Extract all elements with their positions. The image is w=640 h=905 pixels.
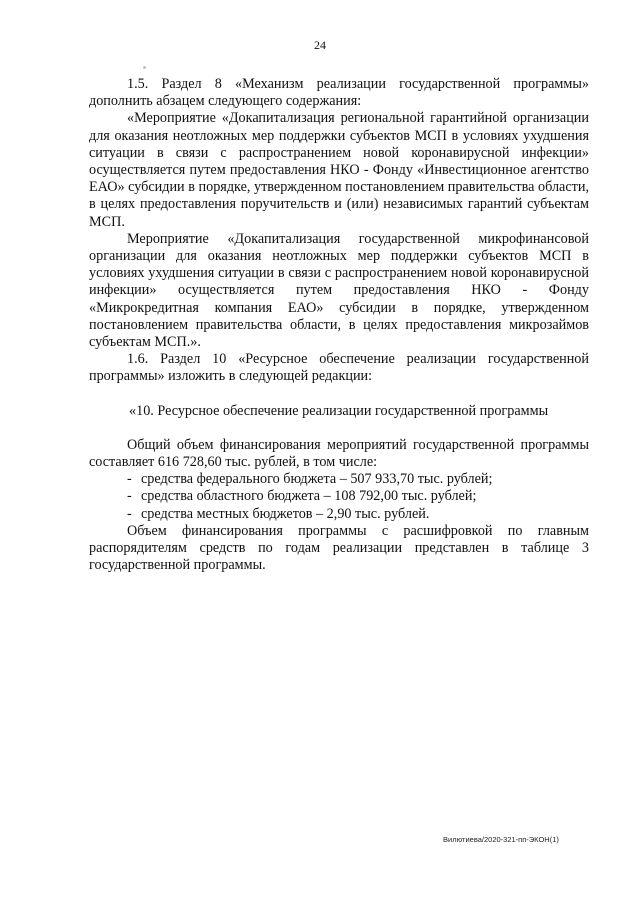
paragraph-total-funding: Общий объем финансирования мероприятий государственной программы составляет 616 728,60 тыс. рублей, в том числе: xyxy=(89,436,589,471)
bullet-dash: - xyxy=(127,471,132,488)
paragraph-microfinance-org: Мероприятие «Докапитализация государственной микрофинансовой организации для оказания неотложных мер поддержки субъектов МСП в условиях ухудшения ситуации в связи с распространением новой коронавирусной инфекции» осуществляется путем предоставления НКО - Фонду «Микрокредитная компания ЕАО» субсидии в порядке, утвержденном постановлением правительства области, в целях предоставления микрозаймов субъектам МСП.». xyxy=(89,230,589,351)
list-item-federal xyxy=(127,471,589,488)
paragraph-funding-breakdown: Объем финансирования программы с расшифровкой по главным распорядителям средств по годам реализации представлен в таблице 3 государственной программы. xyxy=(89,522,589,574)
list-item-regional xyxy=(127,488,589,505)
list-item-text: средства областного бюджета – 108 792,00 тыс. рублей; xyxy=(141,488,477,505)
funding-list xyxy=(89,471,589,523)
section-heading: «10. Ресурсное обеспечение реализации государственной программы xyxy=(129,402,549,419)
list-item-text: средства местных бюджетов – 2,90 тыс. рублей. xyxy=(141,505,430,522)
footer-document-code: Вилютиева/2020-321-пп-ЭКОН(1) xyxy=(443,835,559,844)
paragraph-1-6: 1.6. Раздел 10 «Ресурсное обеспечение реализации государственной программы» изложить в следующей редакции: xyxy=(89,351,589,385)
scan-speck xyxy=(143,66,146,69)
list-item-local xyxy=(127,506,589,523)
bullet-dash: - xyxy=(127,505,132,522)
paragraph-guarantee-org: «Мероприятие «Докапитализация региональной гарантийной организации для оказания неотложных мер поддержки субъектов МСП в условиях ухудшения ситуации в связи с распространением новой коронавирусной инфекции» осуществляется путем предоставления НКО - Фонду «Инвестиционное агентство ЕАО» субсидии в порядке, утвержденном постановлением правительства области, в целях предоставления поручительств и (или) независимых гарантий субъектам МСП. xyxy=(89,110,589,230)
page-number: 24 xyxy=(314,38,326,52)
paragraph-1-5: 1.5. Раздел 8 «Механизм реализации государственной программы» дополнить абзацем следующего содержания: xyxy=(89,76,589,110)
bullet-dash: - xyxy=(127,488,132,505)
list-item-text: средства федерального бюджета – 507 933,70 тыс. рублей; xyxy=(141,471,493,488)
document-body xyxy=(89,76,589,574)
